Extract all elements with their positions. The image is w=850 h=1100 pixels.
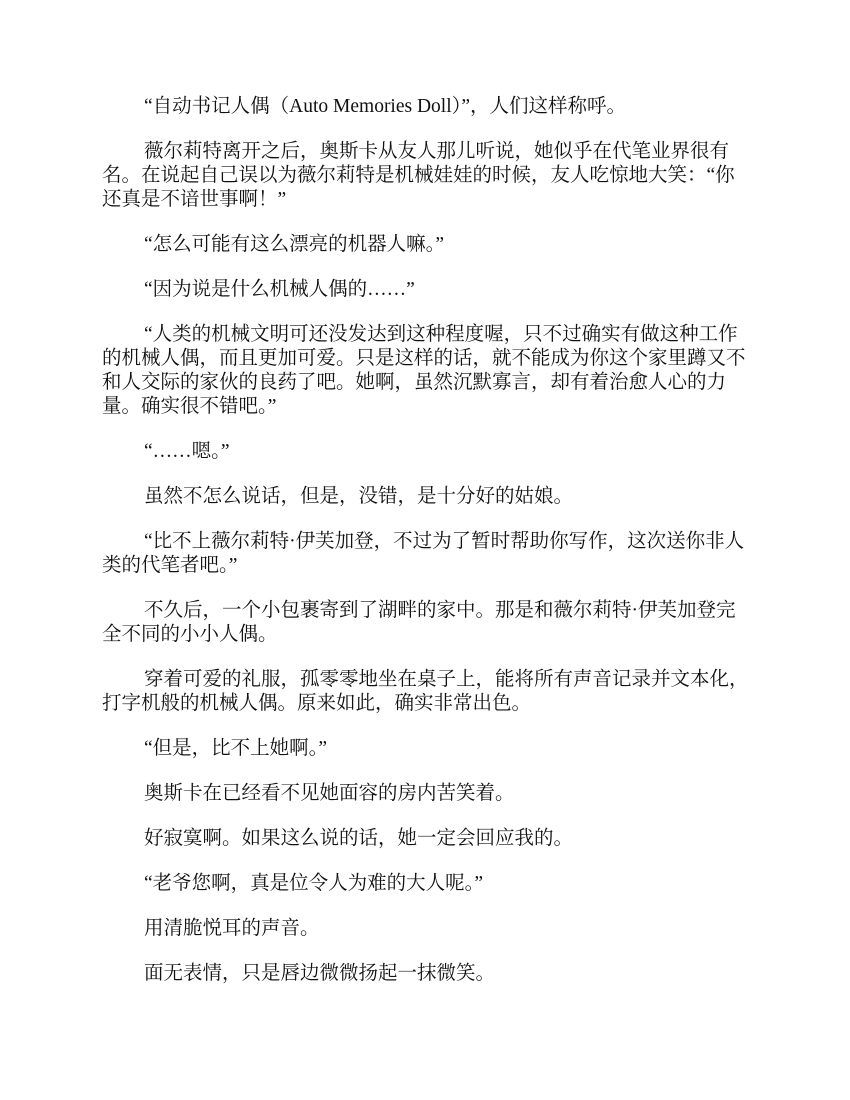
paragraph: “比不上薇尔莉特·伊芙加登，不过为了暂时帮助你写作，这次送你非人类的代笔者吧。” — [102, 531, 745, 576]
paragraph: 薇尔莉特离开之后，奥斯卡从友人那儿听说，她似乎在代笔业界很有名。在说起自己误以为薇尔莉特是机械娃娃的时候，友人吃惊地大笑：“你还真是不谙世事啊！” — [102, 141, 735, 210]
document-page — [102, 95, 752, 1007]
paragraph: “但是，比不上她啊。” — [144, 738, 328, 759]
paragraph: “自动书记人偶（Auto Memories Doll）”，人们这样称呼。 — [144, 96, 627, 117]
paragraph: “怎么可能有这么漂亮的机器人嘛。” — [144, 234, 445, 255]
paragraph: “因为说是什么机械人偶的……” — [144, 279, 415, 300]
paragraph: 穿着可爱的礼服，孤零零地坐在桌子上，能将所有声音记录并文本化，打字机般的机械人偶。原来如此，确实非常出色。 — [102, 669, 749, 714]
paragraph: 奥斯卡在已经看不见她面容的房内苦笑着。 — [144, 783, 515, 804]
paragraph: “人类的机械文明可还没发达到这种程度喔，只不过确实有做这种工作的机械人偶，而且更加可爱。只是这样的话，就不能成为你这个家里蹲又不和人交际的家伙的良药了吧。她啊，虽然沉默寡言，却有着治愈人心的力量。确实很不错吧。” — [102, 324, 746, 417]
paragraph: “老爷您啊，真是位令人为难的大人呢。” — [144, 873, 484, 894]
paragraph: 不久后，一个小包裹寄到了湖畔的家中。那是和薇尔莉特·伊芙加登完全不同的小小人偶。 — [102, 600, 736, 645]
paragraph: 虽然不怎么说话，但是，没错，是十分好的姑娘。 — [144, 486, 574, 507]
paragraph: 用清脆悦耳的声音。 — [144, 918, 320, 939]
paragraph: 好寂寞啊。如果这么说的话，她一定会回应我的。 — [144, 828, 574, 849]
paragraph: “……嗯。” — [144, 441, 230, 462]
paragraph: 面无表情，只是唇边微微扬起一抹微笑。 — [144, 963, 496, 984]
